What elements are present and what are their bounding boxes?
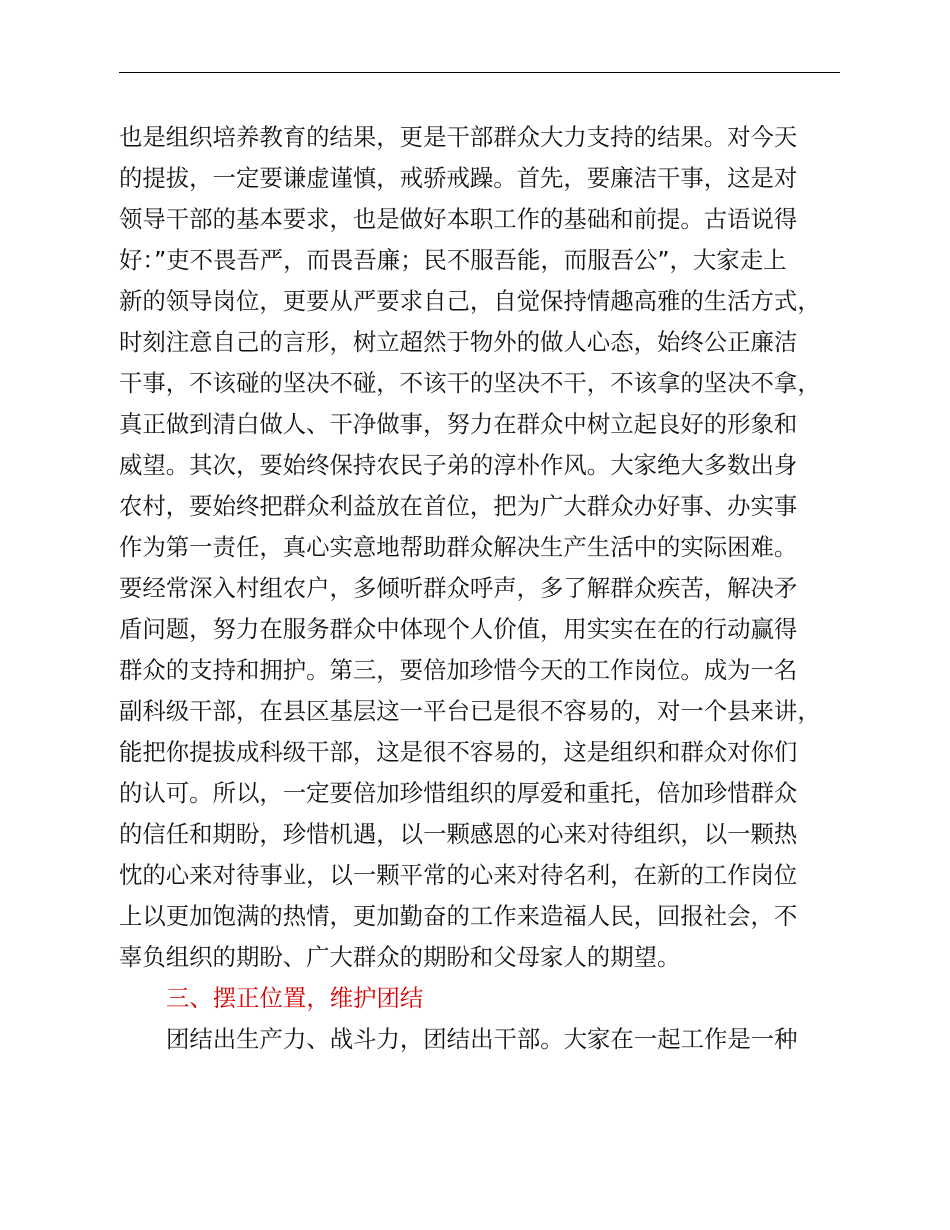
text-line: 领导干部的基本要求，也是做好本职工作的基础和前提。古语说得 [119, 205, 798, 233]
text-line: 也是组织培养教育的结果，更是干部群众大力支持的结果。对今天 [119, 123, 798, 151]
paragraph-first-line: 团结出生产力、战斗力，团结出干部。大家在一起工作是一种 [166, 1025, 798, 1053]
text-line: 好：”吏不畏吾严，而畏吾廉；民不服吾能，而服吾公”，大家走上 [119, 246, 787, 274]
text-line: 忱的心来对待事业，以一颗平常的心来对待名利，在新的工作岗位 [119, 861, 798, 889]
text-line: 的提拔，一定要谦虚谨慎，戒骄戒躁。首先，要廉洁干事，这是对 [119, 164, 798, 192]
document-body [119, 117, 859, 1060]
text-line: 上以更加饱满的热情，更加勤奋的工作来造福人民，回报社会，不 [119, 902, 798, 930]
text-line: 农村，要始终把群众利益放在首位，把为广大群众办好事、办实事 [119, 492, 798, 520]
header-rule [119, 72, 840, 73]
text-line: 作为第一责任，真心实意地帮助群众解决生产生活中的实际困难。 [119, 533, 798, 561]
text-line: 真正做到清白做人、干净做事，努力在群众中树立起良好的形象和 [119, 410, 798, 438]
text-line: 辜负组织的期盼、广大群众的期盼和父母家人的期望。 [119, 943, 681, 971]
text-line: 要经常深入村组农户，多倾听群众呼声，多了解群众疾苦，解决矛 [119, 574, 798, 602]
text-line: 的信任和期盼，珍惜机遇，以一颗感恩的心来对待组织，以一颗热 [119, 820, 798, 848]
text-line: 群众的支持和拥护。第三，要倍加珍惜今天的工作岗位。成为一名 [119, 656, 798, 684]
text-line: 新的领导岗位，更要从严要求自己，自觉保持情趣高雅的生活方式， [119, 287, 821, 315]
text-line: 时刻注意自己的言形，树立超然于物外的做人心态，始终公正廉洁 [119, 328, 798, 356]
text-line: 的认可。所以，一定要倍加珍惜组织的厚爱和重托，倍加珍惜群众 [119, 779, 798, 807]
text-line: 能把你提拔成科级干部，这是很不容易的，这是组织和群众对你们 [119, 738, 798, 766]
text-line: 干事，不该碰的坚决不碰，不该干的坚决不干，不该拿的坚决不拿， [119, 369, 821, 397]
text-line: 威望。其次，要始终保持农民子弟的淳朴作风。大家绝大多数出身 [119, 451, 798, 479]
text-line: 盾问题，努力在服务群众中体现个人价值，用实实在在的行动赢得 [119, 615, 798, 643]
section-heading: 三、摆正位置，维护团结 [166, 984, 424, 1012]
text-line: 副科级干部，在县区基层这一平台已是很不容易的，对一个县来讲， [119, 697, 821, 725]
